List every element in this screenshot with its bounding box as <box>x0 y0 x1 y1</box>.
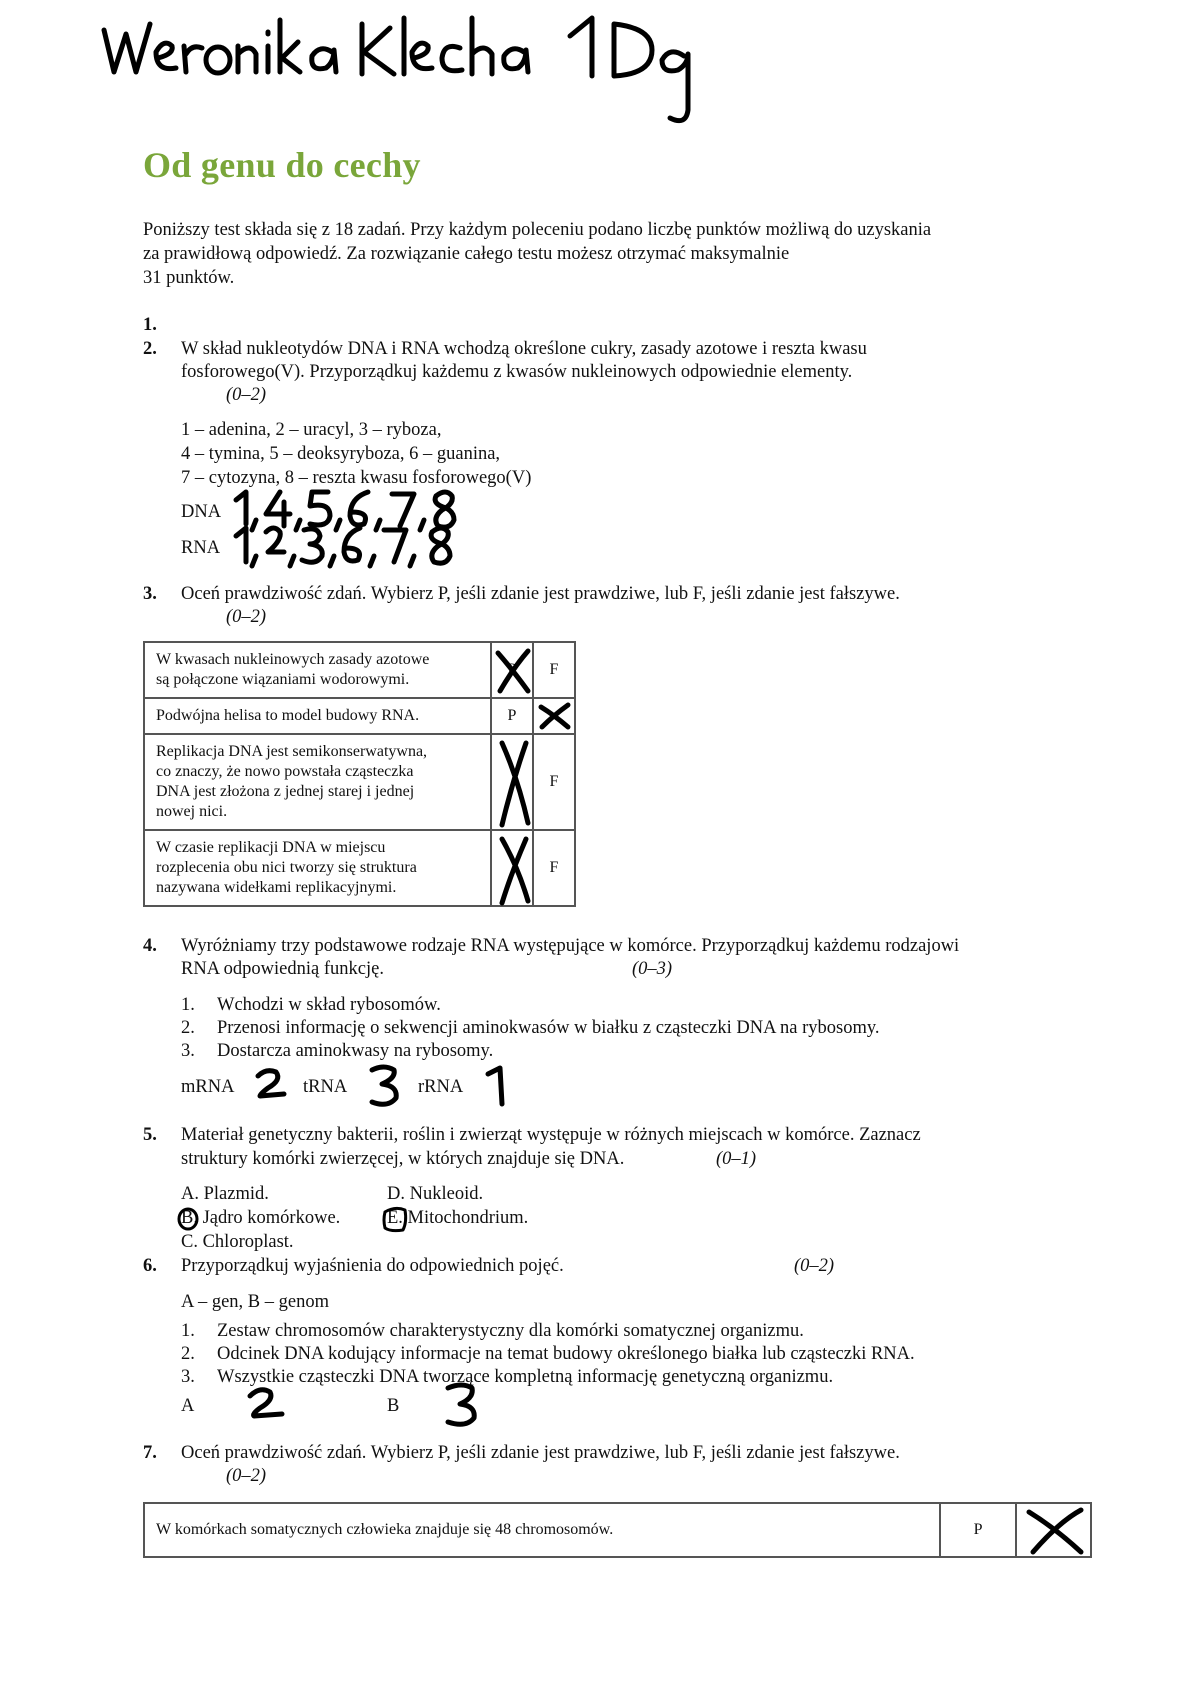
q7-row-1-statement <box>144 1503 940 1557</box>
statement-line: DNA jest złożona z jednej starej i jednej <box>156 783 415 800</box>
q3-row-3-option-f[interactable] <box>533 734 575 830</box>
q5-text-1: Materiał genetyczny bakterii, roślin i zwierząt występuje w różnych miejscach w komórce. Zaznacz <box>181 1125 921 1145</box>
q2-text-2: fosforowego(V). Przyporządkuj każdemu z kwasów nukleinowych odpowiednie elementy. <box>181 362 853 382</box>
q6-points: (0–2) <box>794 1256 835 1276</box>
option-f-label: F <box>549 661 559 678</box>
option-p-label: P <box>507 707 517 724</box>
q4-rrna-answer <box>484 1064 508 1108</box>
statement-line: co znaczy, że nowo powstała cząsteczka <box>156 763 414 780</box>
option-p-label: P <box>507 661 517 678</box>
q1-number: 1. <box>143 315 157 335</box>
statement-line: rozplecenia obu nici tworzy się struktura <box>156 859 417 876</box>
q4-mrna-label: mRNA <box>181 1077 235 1097</box>
q4-item-1-text: Wchodzi w skład rybosomów. <box>217 995 441 1015</box>
statement-line: nowej nici. <box>156 803 228 820</box>
q4-item-1-num: 1. <box>181 995 195 1015</box>
q7-text: Oceń prawdziwość zdań. Wybierz P, jeśli zdanie jest prawdziwe, lub F, jeśli zdanie jest fałszywe. <box>181 1443 900 1463</box>
q4-item-2-num: 2. <box>181 1018 195 1038</box>
cross-mark-icon <box>538 703 572 731</box>
q2-dna-label: DNA <box>181 502 222 522</box>
q3-points: (0–2) <box>226 607 267 627</box>
q3-true-false-table <box>143 641 576 907</box>
q7-true-false-table <box>143 1502 1092 1558</box>
q5-option-e[interactable]: E. Mitochondrium. <box>387 1208 529 1228</box>
q2-list-2: 4 – tymina, 5 – deoksyryboza, 6 – guanina, <box>181 444 501 464</box>
q4-item-3-text: Dostarcza aminokwasy na rybosomy. <box>217 1041 494 1061</box>
q3-row-3-option-p[interactable] <box>491 734 533 830</box>
q3-row-3-statement <box>144 734 491 830</box>
q3-row-2-option-f[interactable] <box>533 698 575 734</box>
q3-row-4-option-f[interactable] <box>533 830 575 906</box>
q6-terms: A – gen, B – genom <box>181 1292 329 1312</box>
q5-option-b-circle-icon <box>176 1206 200 1232</box>
intro-line-1: Poniższy test składa się z 18 zadań. Przy każdym poleceniu podano liczbę punktów możliwą do uzyskania <box>143 220 932 240</box>
q4-rrna-label: rRNA <box>418 1077 464 1097</box>
q4-trna-answer <box>368 1064 402 1108</box>
q4-mrna-answer <box>254 1066 288 1100</box>
q3-row-1-option-f[interactable] <box>533 642 575 698</box>
q7-row-1-option-p[interactable] <box>940 1503 1015 1557</box>
q6-b-label: B <box>387 1396 400 1416</box>
q6-a-label: A <box>181 1396 195 1416</box>
q3-row-2-statement <box>144 698 491 734</box>
q6-item-1-num: 1. <box>181 1321 195 1341</box>
cross-mark-icon <box>494 647 532 695</box>
handwritten-signature <box>100 10 760 130</box>
q5-number: 5. <box>143 1125 157 1145</box>
q6-item-2-num: 2. <box>181 1344 195 1364</box>
q2-points: (0–2) <box>226 385 267 405</box>
intro-line-2: za prawidłową odpowiedź. Za rozwiązanie całego testu możesz otrzymać maksymalnie <box>143 244 790 264</box>
cross-mark-icon <box>496 835 532 905</box>
statement-line: nazywana widełkami replikacyjnymi. <box>156 879 397 896</box>
q3-row-4-statement <box>144 830 491 906</box>
q3-row-1-option-p[interactable] <box>491 642 533 698</box>
statement-line: W komórkach somatycznych człowieka znajduje się 48 chromosomów. <box>156 1521 614 1538</box>
option-f-label: F <box>549 859 559 876</box>
q3-text: Oceń prawdziwość zdań. Wybierz P, jeśli zdanie jest prawdziwe, lub F, jeśli zdanie jest fałszywe. <box>181 584 900 604</box>
q6-item-1-text: Zestaw chromosomów charakterystyczny dla komórki somatycznej organizmu. <box>217 1321 804 1341</box>
q3-row-4-option-p[interactable] <box>491 830 533 906</box>
statement-line: Replikacja DNA jest semikonserwatywna, <box>156 743 428 760</box>
q5-option-c[interactable]: C. Chloroplast. <box>181 1232 294 1252</box>
q7-number: 7. <box>143 1443 157 1463</box>
q5-option-b[interactable]: B. Jądro komórkowe. <box>181 1208 341 1228</box>
q5-points: (0–1) <box>716 1149 757 1169</box>
q2-number: 2. <box>143 339 157 359</box>
q2-text-1: W skład nukleotydów DNA i RNA wchodzą określone cukry, zasady azotowe i reszta kwasu <box>181 339 867 359</box>
q4-item-3-num: 3. <box>181 1041 195 1061</box>
q5-option-a[interactable]: A. Plazmid. <box>181 1184 269 1204</box>
table-row <box>144 830 575 906</box>
statement-line: W czasie replikacji DNA w miejscu <box>156 839 386 856</box>
q3-row-1-statement <box>144 642 491 698</box>
q5-text-2: struktury komórki zwierzęcej, w których znajduje się DNA. <box>181 1149 625 1169</box>
statement-line: są połączone wiązaniami wodorowymi. <box>156 671 410 688</box>
q6-text: Przyporządkuj wyjaśnienia do odpowiednich pojęć. <box>181 1256 564 1276</box>
q3-row-2-option-p[interactable] <box>491 698 533 734</box>
intro-line-3: 31 punktów. <box>143 268 235 288</box>
q2-list-3: 7 – cytozyna, 8 – reszta kwasu fosforowego(V) <box>181 468 532 488</box>
table-row <box>144 734 575 830</box>
q2-list-1: 1 – adenina, 2 – uracyl, 3 – ryboza, <box>181 420 442 440</box>
q6-number: 6. <box>143 1256 157 1276</box>
option-p-label: P <box>973 1521 983 1538</box>
q4-points: (0–3) <box>632 959 673 979</box>
q7-row-1-option-f[interactable] <box>1016 1503 1091 1557</box>
cross-mark-icon <box>496 739 532 827</box>
q4-item-2-text: Przenosi informację o sekwencji aminokwasów w białku z cząsteczki DNA na rybosomy. <box>217 1018 880 1038</box>
q4-number: 4. <box>143 936 157 956</box>
q6-b-answer <box>444 1382 480 1428</box>
q4-text-1: Wyróżniamy trzy podstawowe rodzaje RNA występujące w komórce. Przyporządkuj każdemu rodzajowi <box>181 936 960 956</box>
page-title: Od genu do cechy <box>143 145 421 185</box>
statement-line: Podwójna helisa to model budowy RNA. <box>156 707 420 724</box>
option-f-label: F <box>549 773 559 790</box>
q5-option-e-circle-icon <box>381 1206 409 1232</box>
table-row <box>144 1503 1091 1557</box>
q4-trna-label: tRNA <box>303 1077 348 1097</box>
table-row <box>144 698 575 734</box>
q5-option-d[interactable]: D. Nukleoid. <box>387 1184 484 1204</box>
q2-rna-label: RNA <box>181 538 221 558</box>
q6-item-2-text: Odcinek DNA kodujący informacje na temat budowy określonego białka lub cząsteczki RNA. <box>217 1344 915 1364</box>
cross-mark-icon <box>1025 1508 1085 1554</box>
q3-number: 3. <box>143 584 157 604</box>
q7-points: (0–2) <box>226 1466 267 1486</box>
statement-line: W kwasach nukleinowych zasady azotowe <box>156 651 430 668</box>
q4-text-2: RNA odpowiednią funkcję. <box>181 959 384 979</box>
q6-item-3-text: Wszystkie cząsteczki DNA tworzące kompletną informację genetyczną organizmu. <box>217 1367 834 1387</box>
table-row <box>144 642 575 698</box>
q6-a-answer <box>246 1386 286 1420</box>
q2-rna-answer <box>232 522 462 570</box>
q6-item-3-num: 3. <box>181 1367 195 1387</box>
